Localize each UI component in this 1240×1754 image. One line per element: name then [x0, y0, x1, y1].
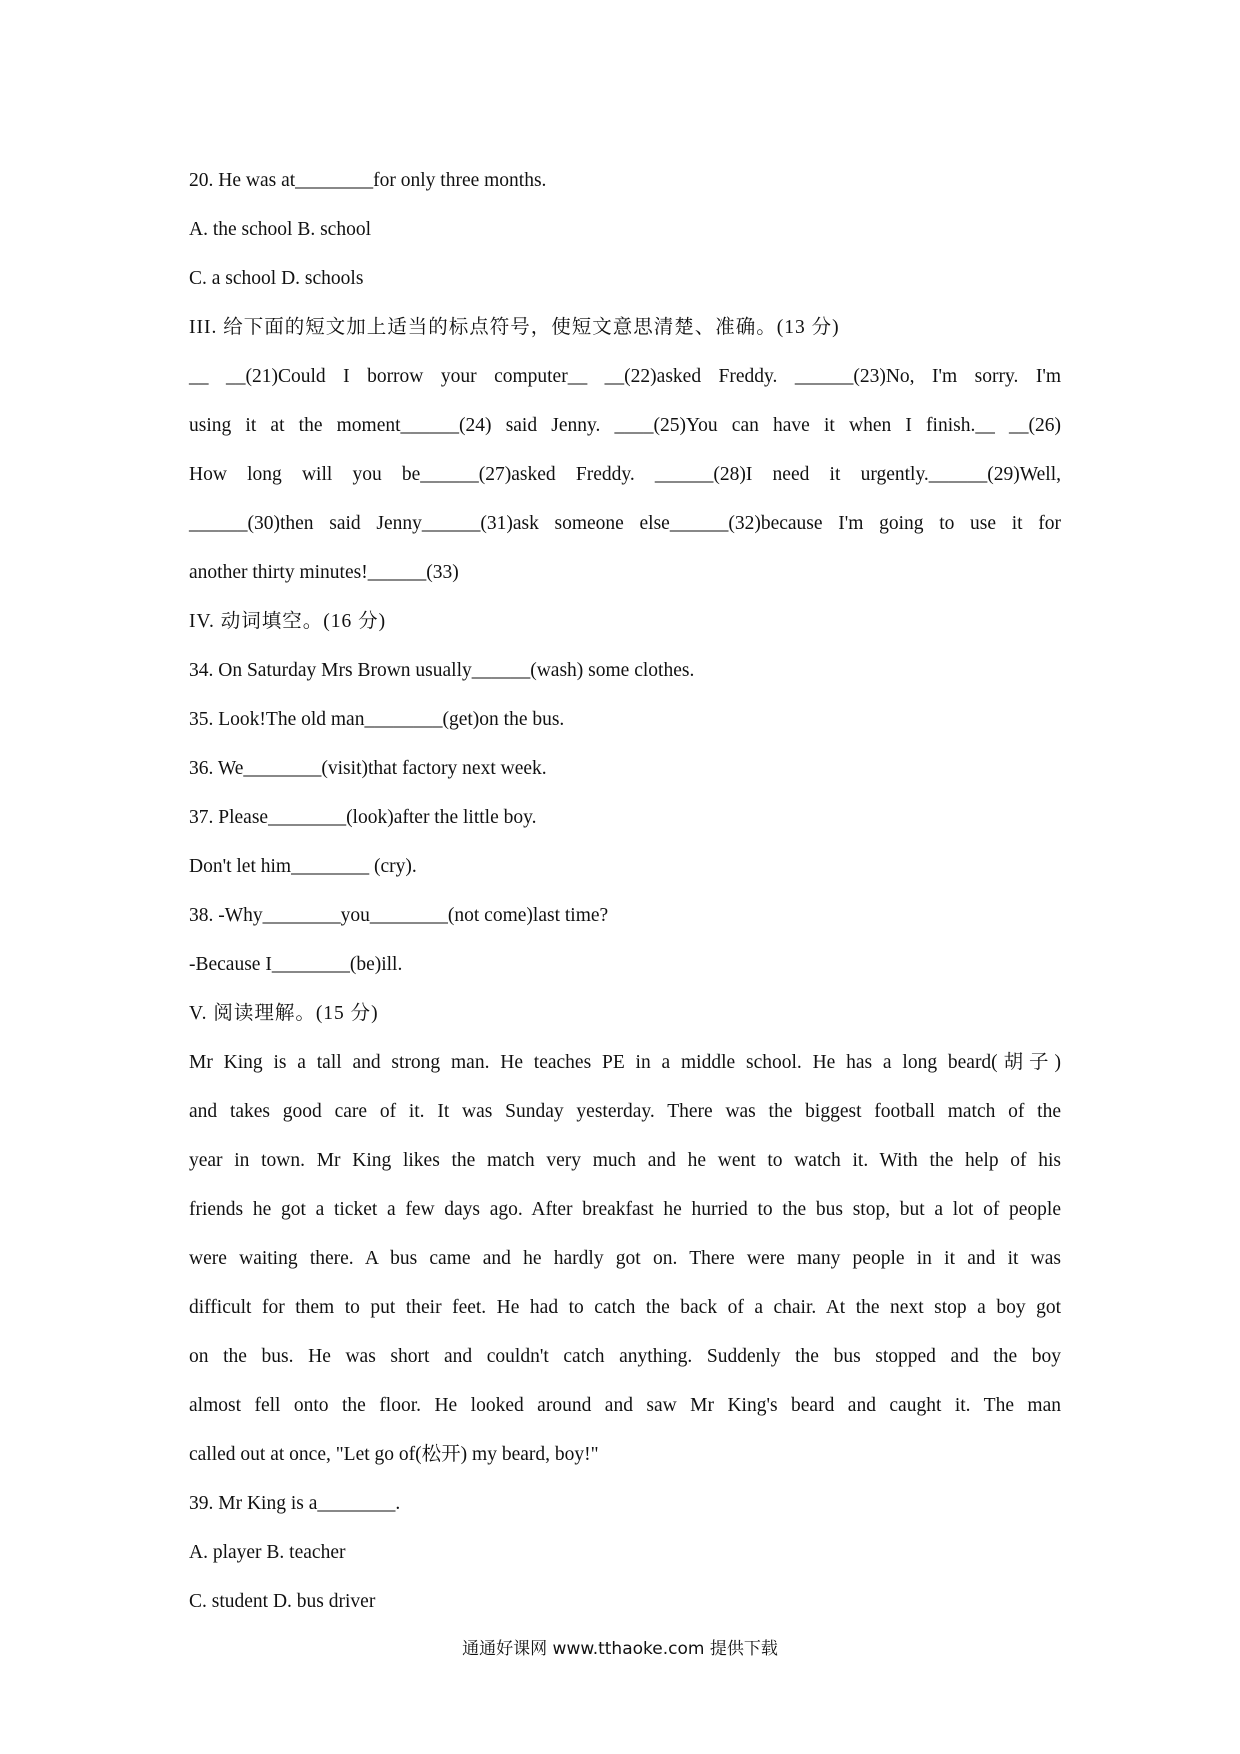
- question-36: 36. We________(visit)that factory next week.: [189, 758, 547, 779]
- passage-line: year in town. Mr King likes the match very much and he went to watch it. With the help of his: [189, 1150, 1061, 1171]
- passage-line: using it at the moment______(24) said Jenny. ____(25)You can have it when I finish.__ __(26): [189, 415, 1061, 436]
- passage-line: How long will you be______(27)asked Freddy. ______(28)I need it urgently.______(29)Well,: [189, 464, 1061, 485]
- passage-line: difficult for them to put their feet. He had to catch the back of a chair. At the next stop a boy got: [189, 1297, 1061, 1318]
- passage-line: friends he got a ticket a few days ago. After breakfast he hurried to the bus stop, but a lot of people: [189, 1199, 1061, 1220]
- question-37-continued: Don't let him________ (cry).: [189, 856, 417, 877]
- question-39-options-cd: C. student D. bus driver: [189, 1591, 376, 1612]
- passage-line: Mr King is a tall and strong man. He teaches PE in a middle school. He has a long beard(胡子): [189, 1052, 1061, 1073]
- section-iv-heading: IV. 动词填空。(16 分): [189, 611, 387, 632]
- page-content: [189, 156, 1061, 1626]
- page-footer: 通通好课网 www.tthaoke.com 提供下载: [462, 1639, 778, 1659]
- question-20-options-cd: C. a school D. schools: [189, 268, 364, 289]
- passage-line: on the bus. He was short and couldn't catch anything. Suddenly the bus stopped and the boy: [189, 1346, 1061, 1367]
- passage-line: and takes good care of it. It was Sunday yesterday. There was the biggest football match of the: [189, 1101, 1061, 1122]
- question-34: 34. On Saturday Mrs Brown usually______(wash) some clothes.: [189, 660, 695, 681]
- passage-line: __ __(21)Could I borrow your computer__ __(22)asked Freddy. ______(23)No, I'm sorry. I'm: [189, 366, 1061, 387]
- question-20-options-ab: A. the school B. school: [189, 219, 371, 240]
- passage-line: almost fell onto the floor. He looked around and saw Mr King's beard and caught it. The man: [189, 1395, 1061, 1416]
- question-37: 37. Please________(look)after the little boy.: [189, 807, 537, 828]
- question-38-continued: -Because I________(be)ill.: [189, 954, 403, 975]
- question-39-options-ab: A. player B. teacher: [189, 1542, 346, 1563]
- passage-line: were waiting there. A bus came and he hardly got on. There were many people in it and it was: [189, 1248, 1061, 1269]
- question-35: 35. Look!The old man________(get)on the bus.: [189, 709, 565, 730]
- question-39: 39. Mr King is a________.: [189, 1493, 401, 1514]
- punctuation-passage: [189, 352, 1061, 597]
- question-20: 20. He was at________for only three months.: [189, 170, 547, 191]
- question-38: 38. -Why________you________(not come)last time?: [189, 905, 609, 926]
- section-v-heading: V. 阅读理解。(15 分): [189, 1003, 379, 1024]
- reading-passage: [189, 1038, 1061, 1479]
- passage-line: another thirty minutes!______(33): [189, 562, 459, 583]
- passage-line: ______(30)then said Jenny______(31)ask someone else______(32)because I'm going to use it for: [189, 513, 1061, 534]
- passage-line: called out at once, "Let go of(松开) my beard, boy!": [189, 1444, 599, 1465]
- section-iii-heading: III. 给下面的短文加上适当的标点符号，使短文意思清楚、准确。(13 分): [189, 317, 840, 338]
